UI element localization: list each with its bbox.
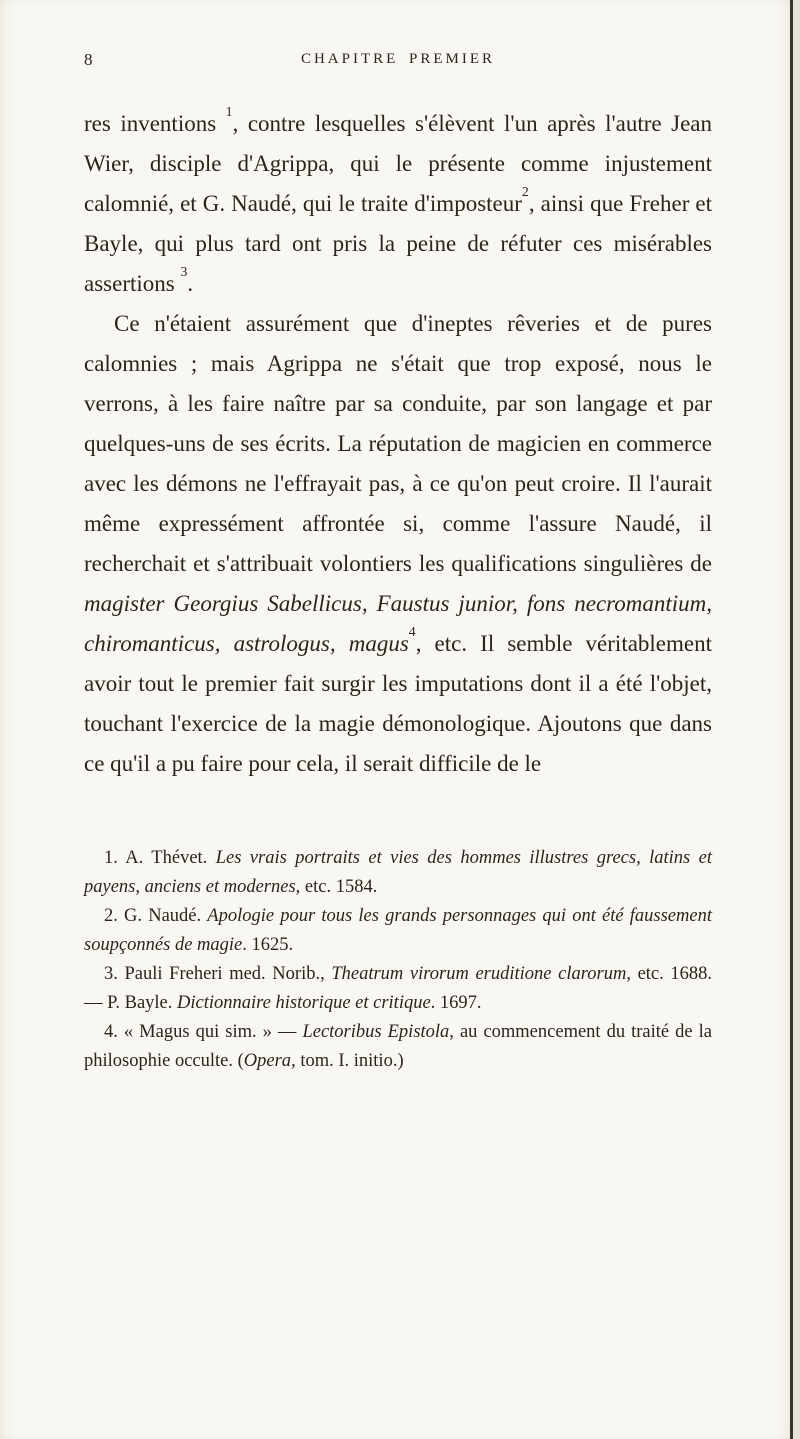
footnote-marker: 1 [225,104,233,120]
text-run: 4. « Magus qui sim. » — [104,1022,303,1042]
footnote-item [84,844,712,902]
body-text [84,104,712,784]
text-run: , tom. I. initio.) [291,1051,404,1071]
text-run: , au commencement du traité de la philosophie occulte. ( [84,1022,712,1071]
page-content [84,48,712,1076]
footnote-marker: 2 [521,184,529,200]
page-edge-line [790,0,793,1439]
italic-text-run: Theatrum virorum eruditione clarorum [331,964,627,984]
text-run: 2. G. Naudé. [104,906,208,926]
body-paragraph [84,304,712,784]
text-run: , contre lesquelles s'élèvent l'un après l'autre Jean Wier, disciple d'Agrippa, qui le présente comme injustement calomnié, et G. Naudé, qui le traite d'imposteur [84,111,712,216]
text-run: , etc. Il semble véritablement avoir tout le premier fait surgir les imputations dont il a été l'objet, touchant l'exercice de la magie démonologique. Ajoutons que dans ce qu'il a pu faire pour cela, il serait difficile de le [84,631,713,776]
italic-text-run: Dictionnaire historique et critique [177,993,431,1013]
text-run: . 1697. [430,993,482,1013]
text-run: , ainsi que Freher et Bayle, qui plus tard ont pris la peine de réfuter ces misérables assertions [84,191,712,296]
footnotes-section [84,844,712,1076]
running-title: CHAPITRE PREMIER [300,51,496,67]
text-run: . 1625. [242,935,294,955]
italic-text-run: Lectoribus Epistola [302,1022,450,1042]
text-run: 1. A. Thévet. [104,848,216,868]
italic-text-run: Opera [243,1051,292,1071]
footnote-item [84,960,712,1018]
footnote-item [84,902,712,960]
footnote-item [84,1018,712,1076]
footnote-marker: 4 [408,624,416,640]
italic-text-run: Apologie pour tous les grands personnages qui ont été faussement soupçonnés de magie [84,906,712,955]
page-number: 8 [84,50,94,69]
italic-text-run: Les vrais portraits et vies des hommes illustres grecs, latins et payens, anciens et modernes [84,848,712,897]
text-run: , etc. 1688. — P. Bayle. [84,964,712,1013]
text-run: res inventions [84,111,226,136]
text-run: Ce n'étaient assurément que d'ineptes rêveries et de pures calomnies ; mais Agrippa ne s'était que trop exposé, nous le verrons, à les faire naître par sa conduite, par son langage et par quelques-uns de ses écrits. La réputation de magicien en commerce avec les démons ne l'effrayait pas, à ce qu'on peut croire. Il l'aurait même expressément affrontée si, comme l'assure Naudé, il recherchait et s'attribuait volontiers les qualifications singulières de [84,311,712,576]
italic-text-run: magister Georgius Sabellicus, Faustus junior, fons necromantium, chiromanticus, astrologus, magus [84,591,712,656]
text-run: . [187,271,194,296]
scan-right-margin [793,0,800,1439]
text-run: , etc. 1584. [295,877,378,897]
text-run: 3. Pauli Freheri med. Norib., [104,964,332,984]
body-paragraph [84,104,712,304]
page-header [84,48,712,74]
footnote-marker: 3 [180,264,188,280]
